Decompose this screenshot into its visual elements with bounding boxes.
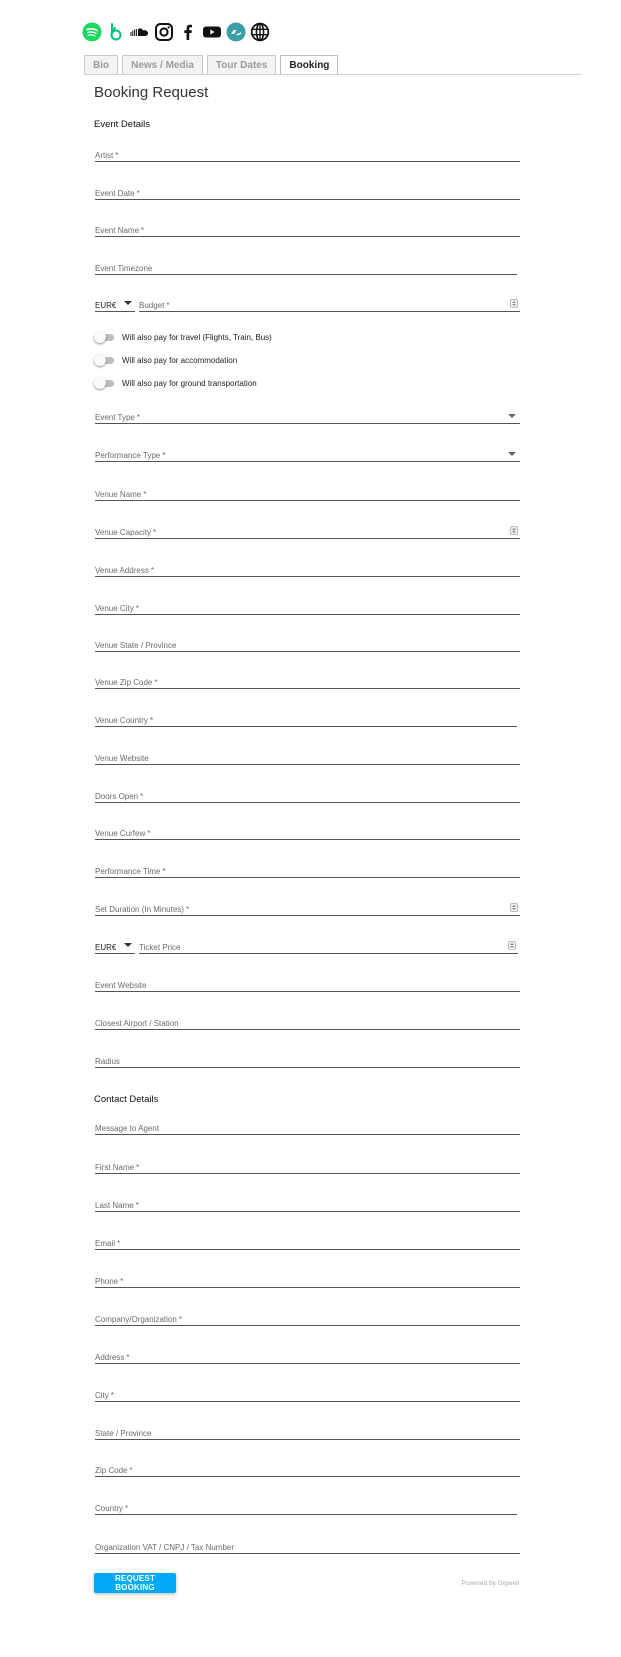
currency-value: EUR€ (95, 301, 117, 310)
ticket-currency-select[interactable] (95, 937, 135, 954)
country-field[interactable] (95, 1498, 517, 1515)
vat-number-label: Organization VAT / CNPJ / Tax Number (95, 1543, 235, 1552)
tab-bio[interactable]: Bio (84, 55, 118, 74)
event-website-field[interactable] (95, 975, 520, 992)
venue-city-label: Venue City * (95, 604, 139, 613)
last-name-label: Last Name * (95, 1201, 139, 1210)
event-name-label: Event Name * (95, 226, 145, 235)
set-duration-label: Set Duration (In Minutes) * (95, 905, 190, 914)
number-stepper-icon[interactable] (510, 526, 518, 535)
budget-input[interactable] (139, 295, 520, 312)
venue-state-field[interactable] (95, 635, 520, 652)
youtube-icon[interactable] (202, 22, 222, 42)
currency-value: EUR€ (95, 943, 117, 952)
toggle-accommodation[interactable] (94, 355, 237, 365)
company-label: Company/Organization * (95, 1315, 182, 1324)
chevron-down-icon (124, 943, 132, 947)
event-date-field[interactable] (95, 183, 520, 200)
performance-type-label: Performance Type * (95, 451, 166, 460)
venue-address-label: Venue Address * (95, 566, 154, 575)
page-title: Booking Request (94, 84, 209, 101)
number-stepper-icon[interactable] (508, 941, 516, 950)
venue-address-field[interactable] (95, 560, 520, 577)
powered-by[interactable]: Powered by Gigwell (461, 1580, 519, 1587)
event-timezone-label: Event Timezone (95, 264, 153, 273)
soundcloud-icon[interactable] (130, 22, 150, 42)
closest-airport-label: Closest Airport / Station (95, 1019, 179, 1028)
performance-type-select[interactable] (95, 445, 520, 462)
country-label: Country * (95, 1504, 129, 1513)
social-links (82, 22, 270, 42)
section-contact-details: Contact Details (94, 1094, 159, 1105)
phone-label: Phone * (95, 1277, 124, 1286)
chevron-down-icon (508, 414, 516, 418)
state-province-label: State / Province (95, 1429, 152, 1438)
city-label: City * (95, 1391, 114, 1400)
number-stepper-icon[interactable] (510, 299, 518, 308)
closest-airport-field[interactable] (95, 1013, 520, 1030)
chevron-down-icon (124, 301, 132, 305)
tab-bar (84, 55, 338, 74)
instagram-icon[interactable] (154, 22, 174, 42)
venue-country-label: Venue Country * (95, 716, 154, 725)
toggle-switch[interactable] (94, 332, 116, 342)
vat-number-field[interactable] (95, 1537, 520, 1554)
request-booking-button[interactable]: REQUEST BOOKING (94, 1573, 176, 1593)
toggle-travel[interactable] (94, 332, 272, 342)
zip-code-field[interactable] (95, 1460, 520, 1477)
venue-zip-field[interactable] (95, 672, 520, 689)
message-to-agent-field[interactable] (95, 1118, 520, 1135)
email-field[interactable] (95, 1233, 520, 1250)
facebook-icon[interactable] (178, 22, 198, 42)
venue-state-label: Venue State / Province (95, 641, 177, 650)
venue-website-field[interactable] (95, 748, 520, 765)
toggle-ground-label: Will also pay for ground transportation (122, 378, 257, 388)
company-field[interactable] (95, 1309, 520, 1326)
event-website-label: Event Website (95, 981, 147, 990)
radius-label: Radius (95, 1057, 120, 1066)
event-date-label: Event Date * (95, 189, 140, 198)
email-label: Email * (95, 1239, 121, 1248)
number-stepper-icon[interactable] (510, 903, 518, 912)
address-field[interactable] (95, 1347, 520, 1364)
artist-label: Artist * (95, 151, 119, 160)
ticket-price-label: Ticket Price (139, 943, 181, 952)
venue-city-field[interactable] (95, 598, 520, 615)
event-type-select[interactable] (95, 407, 520, 424)
bandsintown-icon[interactable] (226, 22, 246, 42)
venue-website-label: Venue Website (95, 754, 149, 763)
venue-country-field[interactable] (95, 710, 517, 727)
venue-curfew-label: Venue Curfew * (95, 829, 151, 838)
state-province-field[interactable] (95, 1423, 520, 1440)
toggle-switch[interactable] (94, 355, 116, 365)
beatport-icon[interactable] (106, 22, 126, 42)
tab-tour-dates[interactable]: Tour Dates (207, 55, 277, 74)
venue-zip-label: Venue Zip Code * (95, 678, 158, 687)
last-name-field[interactable] (95, 1195, 520, 1212)
performance-time-label: Performance Time * (95, 867, 166, 876)
website-globe-icon[interactable] (250, 22, 270, 42)
phone-field[interactable] (95, 1271, 520, 1288)
venue-curfew-field[interactable] (95, 823, 520, 840)
message-label: Message to Agent (95, 1124, 160, 1133)
first-name-field[interactable] (95, 1157, 520, 1174)
venue-name-label: Venue Name * (95, 490, 147, 499)
event-timezone-field[interactable] (95, 258, 517, 275)
set-duration-field[interactable] (95, 899, 520, 916)
tab-divider (84, 74, 581, 75)
doors-open-field[interactable] (95, 786, 520, 803)
event-type-label: Event Type * (95, 413, 141, 422)
artist-field[interactable] (95, 145, 520, 162)
spotify-icon[interactable] (82, 22, 102, 42)
toggle-switch[interactable] (94, 378, 116, 388)
venue-capacity-field[interactable] (95, 522, 520, 539)
budget-label: Budget * (139, 301, 170, 310)
venue-name-field[interactable] (95, 484, 520, 501)
zip-code-label: Zip Code * (95, 1466, 133, 1475)
tab-news-media[interactable]: News / Media (122, 55, 203, 74)
city-field[interactable] (95, 1385, 520, 1402)
toggle-travel-label: Will also pay for travel (Flights, Train, Bus) (122, 332, 272, 342)
performance-time-field[interactable] (95, 861, 520, 878)
section-event-details: Event Details (94, 119, 150, 130)
venue-capacity-label: Venue Capacity * (95, 528, 157, 537)
event-name-field[interactable] (95, 220, 520, 237)
ticket-price-input[interactable] (139, 937, 518, 954)
budget-currency-select[interactable] (95, 295, 135, 312)
address-label: Address * (95, 1353, 130, 1362)
radius-field[interactable] (95, 1051, 520, 1068)
tab-booking[interactable]: Booking (280, 55, 338, 74)
toggle-accommodation-label: Will also pay for accommodation (122, 355, 238, 365)
chevron-down-icon (508, 452, 516, 456)
first-name-label: First Name * (95, 1163, 140, 1172)
toggle-ground-transportation[interactable] (94, 378, 257, 388)
doors-open-label: Doors Open * (95, 792, 144, 801)
